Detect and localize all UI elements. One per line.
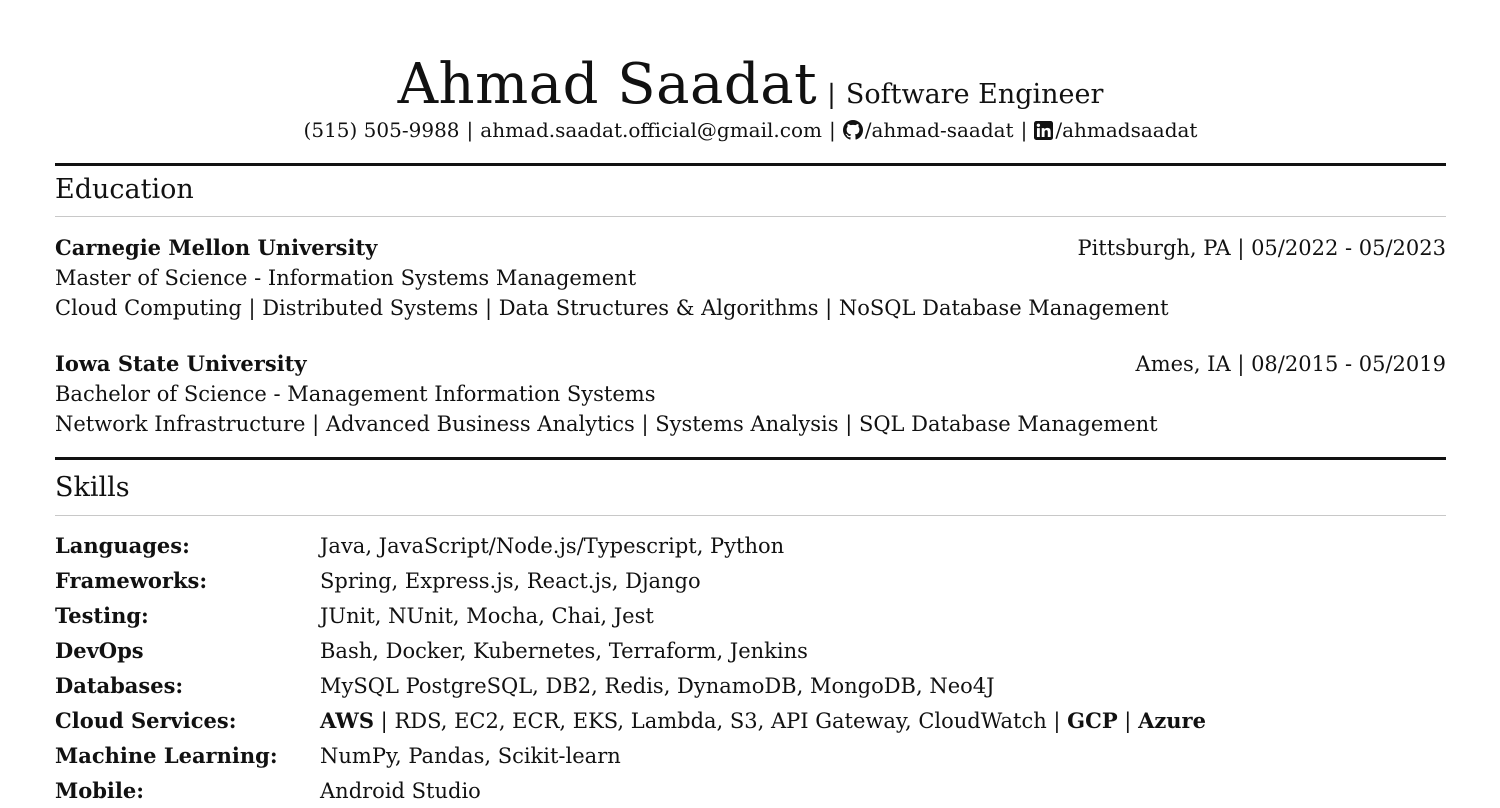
resume-header	[55, 52, 1446, 142]
degree: Bachelor of Science - Management Information Systems	[55, 382, 656, 406]
skill-label: Mobile:	[55, 778, 145, 803]
education-divider	[55, 457, 1446, 460]
github-icon	[843, 120, 863, 140]
skill-label: Languages:	[55, 533, 190, 558]
education-entry-header	[55, 233, 1446, 263]
linkedin-link[interactable]: /ahmadsaadat	[1055, 118, 1198, 142]
header-divider	[55, 163, 1446, 166]
education-section-title: Education	[55, 174, 194, 205]
education-entry	[55, 349, 1446, 439]
skill-value: NumPy, Pandas, Scikit-learn	[320, 743, 621, 768]
skill-row	[55, 738, 1446, 773]
skill-value: MySQL PostgreSQL, DB2, Redis, DynamoDB, MongoDB, Neo4J	[320, 673, 995, 698]
school-location-dates: Ames, IA | 08/2015 - 05/2019	[1135, 352, 1446, 376]
email-link[interactable]: ahmad.saadat.official@gmail.com	[480, 118, 822, 142]
aws-label: AWS	[320, 708, 374, 733]
skill-label: Testing:	[55, 603, 149, 628]
cloud-services-value	[320, 708, 1206, 733]
skill-label: DevOps	[55, 638, 144, 663]
skill-row	[55, 633, 1446, 668]
skills-table	[55, 528, 1446, 808]
skill-value: Spring, Express.js, React.js, Django	[320, 568, 701, 593]
skill-separator: |	[374, 709, 395, 733]
coursework: Cloud Computing | Distributed Systems | Data Structures & Algorithms | NoSQL Database Management	[55, 296, 1169, 320]
degree: Master of Science - Information Systems Management	[55, 266, 637, 290]
skill-row	[55, 703, 1446, 738]
education-entry-header	[55, 349, 1446, 379]
skill-value: Java, JavaScript/Node.js/Typescript, Python	[320, 533, 785, 558]
candidate-name: Ahmad Saadat	[397, 52, 818, 117]
skill-separator: |	[1117, 709, 1139, 733]
skill-separator: |	[1046, 709, 1068, 733]
contact-separator: |	[466, 118, 474, 142]
skill-row	[55, 528, 1446, 563]
contact-separator: |	[828, 118, 836, 142]
contact-line	[55, 118, 1446, 142]
skill-label: Cloud Services:	[55, 708, 237, 733]
candidate-role: Software Engineer	[845, 79, 1104, 110]
gcp-label: GCP	[1067, 708, 1118, 733]
skill-label: Databases:	[55, 673, 184, 698]
skill-value: JUnit, NUnit, Mocha, Chai, Jest	[320, 603, 654, 628]
github-link[interactable]: /ahmad-saadat	[864, 118, 1014, 142]
skill-label: Machine Learning:	[55, 743, 278, 768]
skill-row	[55, 773, 1446, 808]
coursework: Network Infrastructure | Advanced Business Analytics | Systems Analysis | SQL Database Management	[55, 412, 1158, 436]
school-location-dates: Pittsburgh, PA | 05/2022 - 05/2023	[1077, 236, 1446, 260]
skill-row	[55, 598, 1446, 633]
resume-page	[55, 0, 1446, 803]
phone-number: (515) 505-9988	[303, 118, 460, 142]
name-line	[55, 52, 1446, 122]
azure-label: Azure	[1138, 708, 1206, 733]
school-name: Iowa State University	[55, 351, 307, 376]
education-entry	[55, 233, 1446, 323]
skills-title-rule	[55, 515, 1446, 516]
linkedin-icon	[1034, 121, 1053, 140]
skills-section-title: Skills	[55, 472, 130, 503]
skill-value: Android Studio	[320, 778, 481, 803]
skill-row	[55, 668, 1446, 703]
name-role-separator: |	[827, 80, 836, 110]
skill-row	[55, 563, 1446, 598]
school-name: Carnegie Mellon University	[55, 235, 378, 260]
contact-separator: |	[1020, 118, 1028, 142]
skill-value: Bash, Docker, Kubernetes, Terraform, Jenkins	[320, 638, 808, 663]
aws-services: RDS, EC2, ECR, EKS, Lambda, S3, API Gateway, CloudWatch	[394, 709, 1047, 733]
education-title-rule	[55, 216, 1446, 217]
skill-label: Frameworks:	[55, 568, 208, 593]
